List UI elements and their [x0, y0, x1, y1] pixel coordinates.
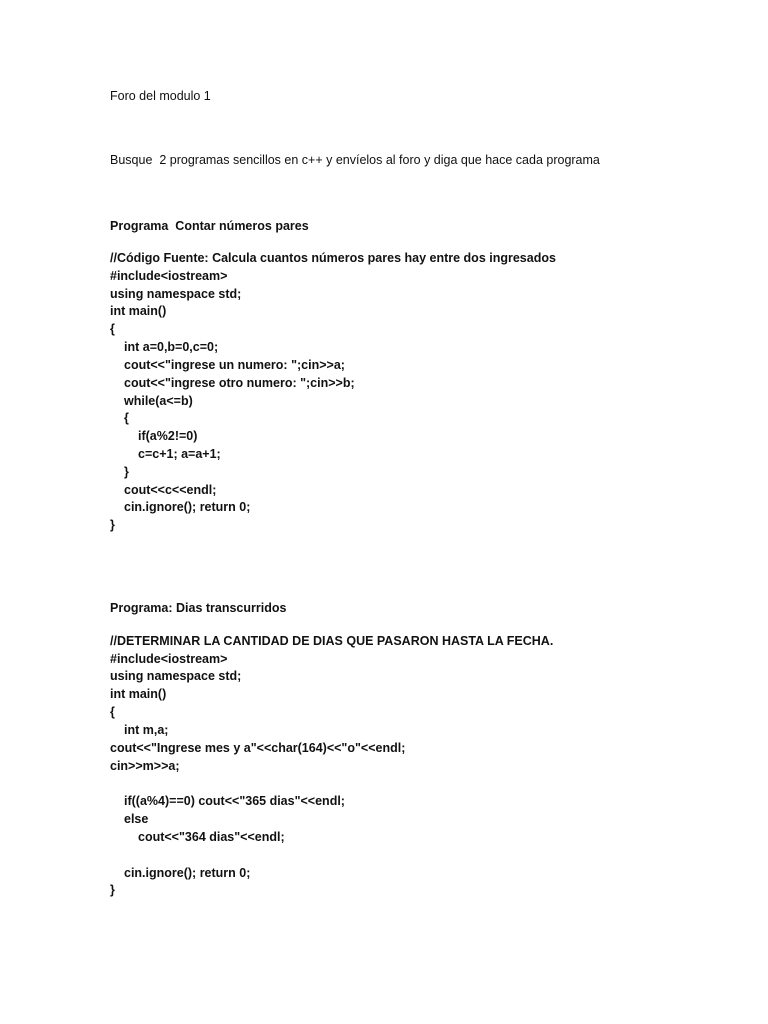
assignment-instruction: Busque 2 programas sencillos en c++ y envíelos al foro y diga que hace cada programa — [110, 153, 600, 167]
code-line: if(a%2!=0) — [138, 429, 198, 443]
code-line: { — [124, 411, 129, 425]
code-line: { — [110, 322, 115, 336]
code-line: int a=0,b=0,c=0; — [124, 340, 219, 354]
code-line: } — [110, 883, 115, 897]
code-line: cout<<"ingrese otro numero: ";cin>>b; — [124, 376, 355, 390]
code-line: cin>>m>>a; — [110, 759, 180, 773]
code-line: if((a%4)==0) cout<<"365 dias"<<endl; — [124, 794, 345, 808]
code-line: using namespace std; — [110, 669, 242, 683]
code-line: int m,a; — [124, 723, 169, 737]
code-line: cout<<"ingrese un numero: ";cin>>a; — [124, 358, 345, 372]
code-line: //Código Fuente: Calcula cuantos números pares hay entre dos ingresados — [110, 251, 556, 265]
code-line: int main() — [110, 304, 167, 318]
code-line: while(a<=b) — [124, 394, 193, 408]
code-line: using namespace std; — [110, 287, 242, 301]
code-line: //DETERMINAR LA CANTIDAD DE DIAS QUE PASARON HASTA LA FECHA. — [110, 634, 554, 648]
program-2-heading: Programa: Dias transcurridos — [110, 601, 287, 615]
code-line: { — [110, 705, 115, 719]
code-line: c=c+1; a=a+1; — [138, 447, 221, 461]
code-line: #include<iostream> — [110, 269, 228, 283]
code-line: cout<<"364 dias"<<endl; — [138, 830, 285, 844]
code-line: cout<<"Ingrese mes y a"<<char(164)<<"o"<<endl; — [110, 741, 406, 755]
document-title: Foro del modulo 1 — [110, 89, 211, 103]
program-1-heading: Programa Contar números pares — [110, 219, 309, 233]
code-line: cout<<c<<endl; — [124, 483, 217, 497]
code-line: #include<iostream> — [110, 652, 228, 666]
code-line: int main() — [110, 687, 167, 701]
code-line: } — [110, 518, 115, 532]
code-line: cin.ignore(); return 0; — [124, 500, 251, 514]
code-line: else — [124, 812, 149, 826]
code-line: cin.ignore(); return 0; — [124, 866, 251, 880]
code-line: } — [124, 465, 129, 479]
